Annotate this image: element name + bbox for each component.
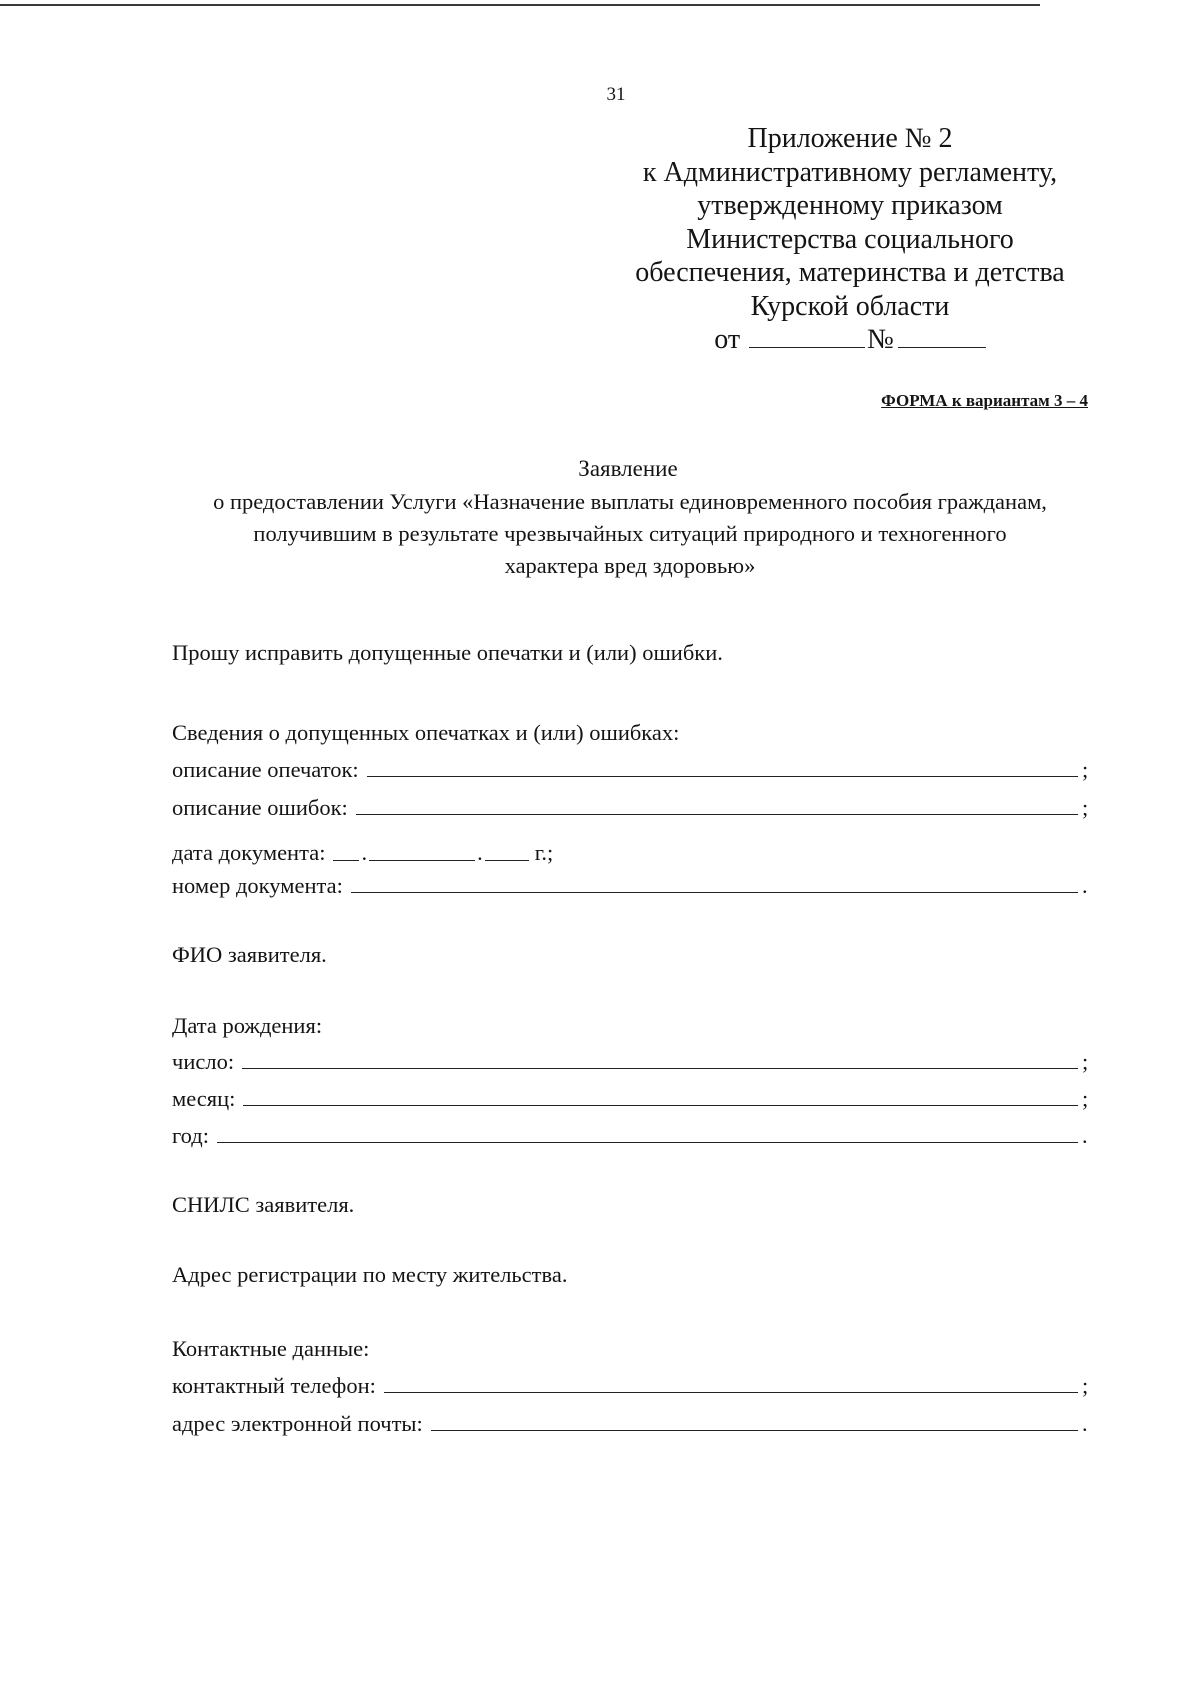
birth-day-label: число: bbox=[172, 1049, 235, 1074]
appendix-line: утвержденному приказом bbox=[697, 190, 1003, 221]
number-label: № bbox=[867, 324, 894, 355]
form-label: ФОРМА к вариантам 3 – 4 bbox=[881, 391, 1088, 410]
date-year-blank[interactable] bbox=[485, 859, 529, 861]
order-date-number bbox=[620, 323, 1080, 357]
address-label: Адрес регистрации по месту жительства. bbox=[172, 1262, 568, 1287]
subtitle-line: о предоставлении Услуги «Назначение выплаты единовременного пособия гражданам, bbox=[213, 489, 1047, 514]
subtitle-line: характера вред здоровью» bbox=[504, 553, 756, 578]
contacts-heading: Контактные данные: bbox=[172, 1336, 370, 1361]
appendix-line: обеспечения, материнства и детства bbox=[635, 257, 1065, 288]
email-input-line[interactable] bbox=[431, 1429, 1078, 1431]
punctuation: ; bbox=[1082, 1373, 1089, 1398]
date-month-blank[interactable] bbox=[369, 859, 475, 861]
birth-month-label: месяц: bbox=[172, 1086, 236, 1111]
document-date-label: дата документа: bbox=[172, 840, 326, 865]
appendix-line: к Административному регламенту, bbox=[642, 156, 1058, 188]
order-number-blank[interactable] bbox=[898, 346, 986, 348]
document-subtitle bbox=[150, 486, 1110, 582]
errors-heading: Сведения о допущенных опечатках и (или) ошибках: bbox=[172, 720, 680, 745]
birth-day-field bbox=[172, 1044, 1094, 1074]
email-label: адрес электронной почты: bbox=[172, 1411, 423, 1436]
phone-field bbox=[172, 1368, 1094, 1398]
date-day-blank[interactable] bbox=[333, 859, 359, 861]
birth-date-heading: Дата рождения: bbox=[172, 1013, 323, 1038]
punctuation: . bbox=[1082, 1123, 1088, 1148]
punctuation: . bbox=[1082, 873, 1088, 898]
snils-label: СНИЛС заявителя. bbox=[172, 1192, 355, 1217]
appendix-line: Курской области bbox=[750, 290, 950, 322]
errors-field bbox=[172, 790, 1094, 820]
birth-month-field bbox=[172, 1081, 1094, 1111]
date-suffix: г.; bbox=[534, 840, 554, 865]
applicant-name-label: ФИО заявителя. bbox=[172, 942, 327, 967]
document-number-label: номер документа: bbox=[172, 873, 343, 898]
birth-month-input-line[interactable] bbox=[243, 1104, 1078, 1106]
appendix-header bbox=[620, 122, 1080, 357]
errors-input-line[interactable] bbox=[356, 813, 1078, 815]
order-date-blank[interactable] bbox=[749, 346, 865, 348]
typos-field bbox=[172, 752, 1094, 782]
appendix-line: Министерства социального bbox=[686, 223, 1014, 255]
errors-label: описание ошибок: bbox=[172, 795, 348, 820]
page-number: 31 bbox=[606, 84, 626, 105]
request-text: Прошу исправить допущенные опечатки и (или) ошибки. bbox=[172, 640, 723, 665]
appendix-title: Приложение № 2 bbox=[747, 123, 953, 154]
typos-input-line[interactable] bbox=[367, 775, 1078, 777]
phone-input-line[interactable] bbox=[384, 1391, 1078, 1393]
document-number-input-line[interactable] bbox=[351, 891, 1078, 893]
punctuation: ; bbox=[1082, 1086, 1089, 1111]
document-date-field bbox=[172, 836, 553, 866]
subtitle-line: получившим в результате чрезвычайных ситуаций природного и техногенного bbox=[253, 521, 1007, 546]
phone-label: контактный телефон: bbox=[172, 1373, 376, 1398]
date-separator: . bbox=[477, 840, 483, 865]
punctuation: ; bbox=[1082, 1049, 1089, 1074]
typos-label: описание опечаток: bbox=[172, 757, 359, 782]
birth-day-input-line[interactable] bbox=[242, 1067, 1078, 1069]
punctuation: ; bbox=[1082, 757, 1089, 782]
date-separator: . bbox=[361, 840, 368, 865]
email-field bbox=[172, 1406, 1094, 1436]
punctuation: ; bbox=[1082, 795, 1089, 820]
birth-year-label: год: bbox=[172, 1123, 209, 1148]
document-number-field bbox=[172, 868, 1094, 898]
birth-year-input-line[interactable] bbox=[217, 1141, 1078, 1143]
birth-year-field bbox=[172, 1118, 1094, 1148]
scan-edge-line bbox=[0, 4, 1040, 6]
punctuation: . bbox=[1082, 1411, 1088, 1436]
from-label: от bbox=[714, 324, 741, 355]
document-title: Заявление bbox=[578, 456, 678, 481]
